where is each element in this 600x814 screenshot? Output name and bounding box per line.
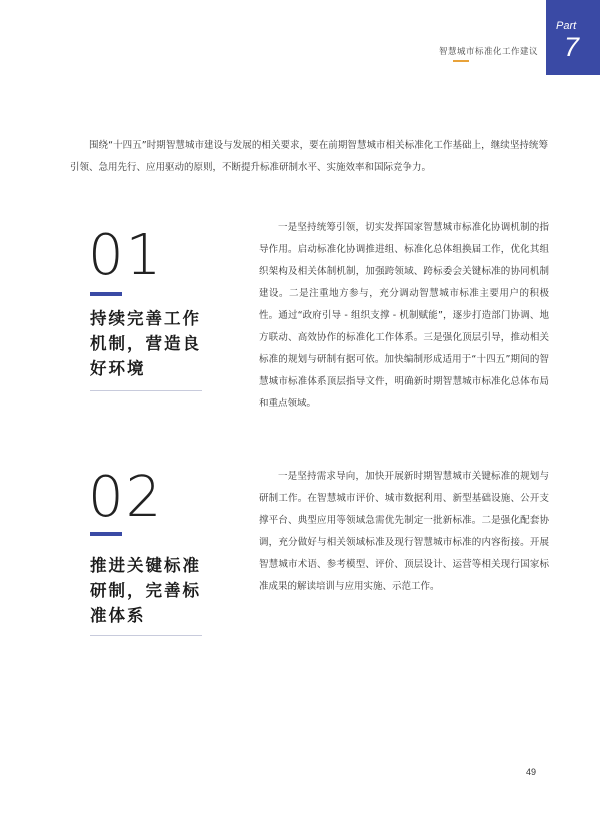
section-title-01: 持续完善工作机制，营造良好环境 [90,309,201,378]
part-label: Part [556,20,577,32]
section-body-02: 一是坚持需求导向，加快开展新时期智慧城市关键标准的规划与研制工作。在智慧城市评价、城市数据利用、新型基础设施、公开支撑平台、典型应用等领域急需优先制定一批新标准。二是强化配套协调，充分做好与相关领域标准及现行智慧城市标准的内容衔接。开展智慧城市术语、参考模型、评价、顶层设计、运营等相关现行国家标准成果的解读培训与应用实施、示范工作。 [259,471,549,592]
page-number: 49 [526,767,537,777]
header-accent-underline [453,60,469,62]
running-header-title: 智慧城市标准化工作建议 [438,47,538,57]
section-number-02: 02 [88,465,164,530]
section-divider [90,390,202,391]
section-body-01: 一是坚持统筹引领，切实发挥国家智慧城市标准化协调机制的指导作用。启动标准化协调推进组、标准化总体组换届工作，优化其组织架构及相关体制机制，加强跨领域、跨标委会关键标准的协同机制建设。二是注重地方参与，充分调动智慧城市标准主要用户的积极性。通过“政府引导 - 组织支撑 - 机制赋能”，逐步打造部门协调、地方联动、高效协作的标准化工作体系。三是强化顶层引导，推动相关标准的规划与研制有据可依。加快编制形成适用于“十四五”期间的智慧城市标准体系顶层指导文件，明确新时期智慧城市标准化总体布局和重点领域。 [259,222,549,409]
part-number: 7 [564,32,580,62]
part-badge [546,0,600,75]
section-divider [90,635,202,636]
section-title-02: 推进关键标准研制，完善标准体系 [90,556,201,625]
section-accent-bar [90,292,122,296]
section-accent-bar [90,532,122,536]
section-number-01: 01 [88,223,164,288]
intro-paragraph: 围绕“十四五”时期智慧城市建设与发展的相关要求，要在前期智慧城市相关标准化工作基础上，继续坚持统筹引领、急用先行、应用驱动的原则，不断提升标准研制水平、实施效率和国际竞争力。 [70,140,548,173]
